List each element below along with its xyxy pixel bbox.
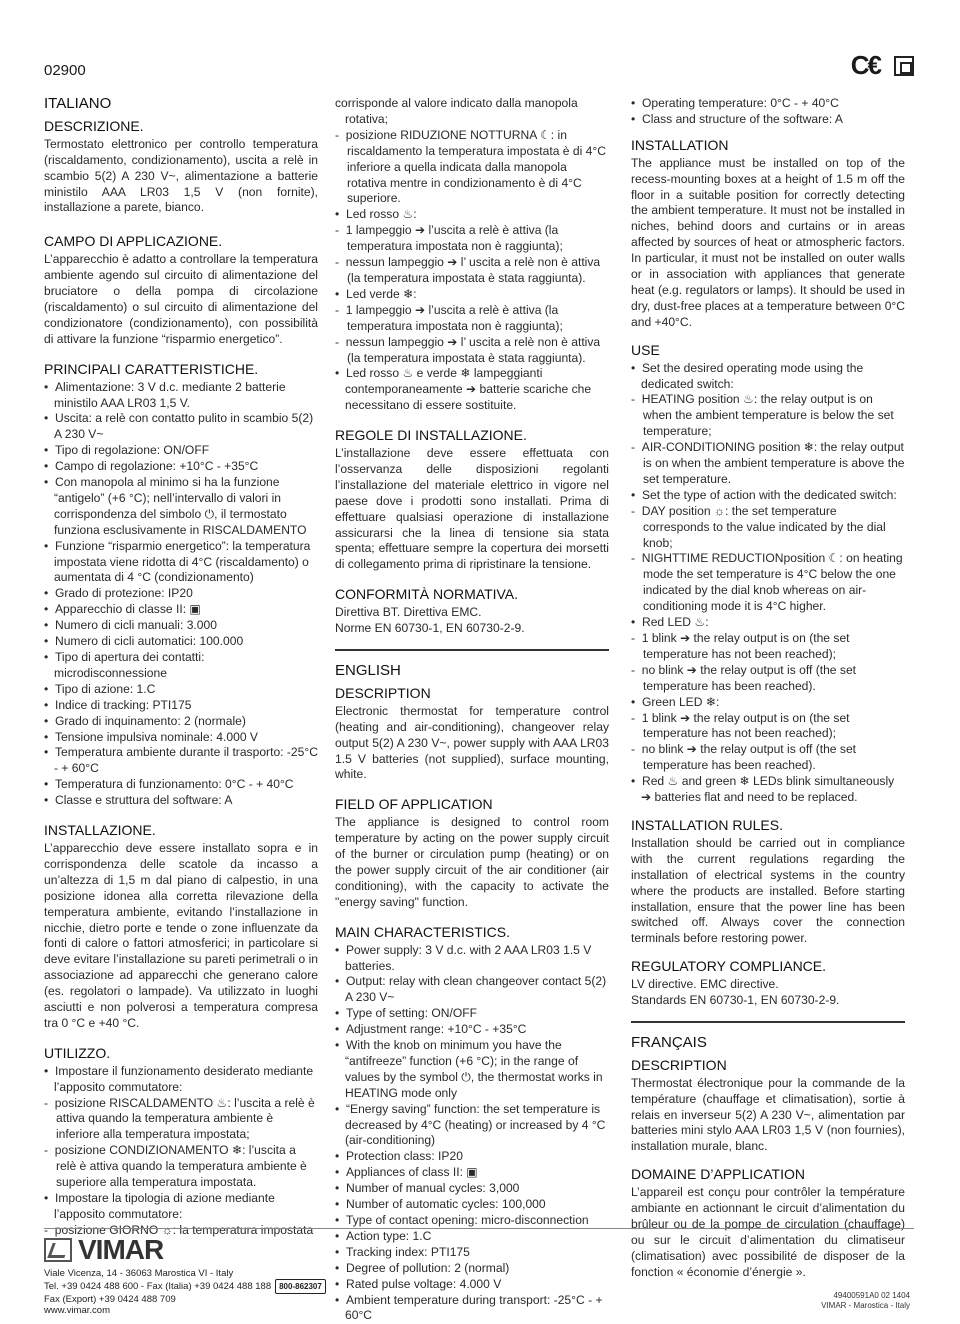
it-use-cont-list bbox=[335, 96, 609, 414]
list-item: • Grado di inquinamento: 2 (normale) bbox=[44, 714, 318, 730]
list-item: • Tipo di azione: 1.C bbox=[44, 682, 318, 698]
list-item: • Number of automatic cycles: 100,000 bbox=[335, 1197, 609, 1213]
list-item: • Con manopola al minimo si ha la funzione “antigelo” (+6 °C); nell’intervallo di valori in corrispondenza del simbolo ⏻, il termostato funziona esclusivamente in RISCALDAMENTO bbox=[44, 475, 318, 539]
doc-place-line: VIMAR - Marostica - Italy bbox=[821, 1301, 910, 1310]
en-desc-text: Electronic thermostat for temperature control (heating and air-conditioning), changeover relay output 5(2) A 230 V~, power supply with AAA LR03 1.5 V batteries (not supplied), surface mounting, white. bbox=[335, 703, 609, 782]
en-char-title: MAIN CHARACTERISTICS. bbox=[335, 923, 511, 940]
list-item: - posizione GIORNO ☼: la temperatura impostata bbox=[44, 1223, 318, 1239]
list-item: - nessun lampeggio ➔ l’ uscita a relè non è attiva (la temperatura impostata è stata raggiunta). bbox=[335, 255, 609, 287]
it-desc-text: Termostato elettronico per controllo temperatura (riscaldamento, condizionamento), uscita a relè in scambio 5(2) A 230 V~, alimentazione a batterie ministilo AAA LR03 1,5 V (non fornite), installazione a parete, bianco. bbox=[44, 136, 318, 215]
list-item: - 1 blink ➔ the relay output is on (the set temperature has not been reached); bbox=[631, 631, 905, 663]
footer-divider bbox=[44, 1228, 914, 1229]
tel-line bbox=[44, 1279, 326, 1294]
list-item: • Set the type of action with the dedicated switch: bbox=[631, 488, 905, 504]
it-conf-line-2: Norme EN 60730-1, EN 60730-2-9. bbox=[335, 621, 525, 636]
it-inst-title: INSTALLAZIONE. bbox=[44, 822, 156, 839]
list-item: • Power supply: 3 V d.c. with 2 AAA LR03 1.5 V batteries. bbox=[335, 943, 609, 975]
list-item: - 1 lampeggio ➔ l’uscita a relè è attiva (la temperatura impostata non è raggiunta); bbox=[335, 223, 609, 255]
it-field-title: CAMPO DI APPLICAZIONE. bbox=[44, 233, 223, 250]
lang-heading-it: ITALIANO bbox=[44, 95, 112, 112]
website-link[interactable]: www.vimar.com bbox=[44, 1305, 110, 1316]
list-item: • Grado di protezione: IP20 bbox=[44, 586, 318, 602]
list-item: - NIGHTTIME REDUCTIONposition ☾: on heating mode the set temperature is 4°C below the one indicated by the dial knob whereas on air-conditioning mode it is 4°C higher. bbox=[631, 551, 905, 615]
en-conf-line-1: LV directive. EMC directive. bbox=[631, 977, 779, 992]
en-inst-title: INSTALLATION bbox=[631, 136, 729, 153]
it-use-title: UTILIZZO. bbox=[44, 1044, 111, 1061]
it-char-list bbox=[44, 380, 318, 809]
document-code: 02900 bbox=[44, 62, 86, 79]
list-item: • Set the desired operating mode using the dedicated switch: bbox=[631, 361, 905, 393]
fr-desc-title: DESCRIPTION bbox=[631, 1056, 727, 1073]
list-item: - posizione CONDIZIONAMENTO ❄: l’uscita a relè è attiva quando la temperatura ambiente è superiore alla temperatura impostata. bbox=[44, 1143, 318, 1191]
list-item: • Temperatura di funzionamento: 0°C - + 40°C bbox=[44, 777, 318, 793]
en-conf-line-2: Standards EN 60730-1, EN 60730-2-9. bbox=[631, 993, 840, 1008]
toll-free-badge: 800-862307 bbox=[275, 1279, 326, 1294]
en-conf-title: REGULATORY COMPLIANCE. bbox=[631, 958, 827, 975]
list-item: - posizione RIDUZIONE NOTTURNA ☾: in riscaldamento la temperatura impostata è di 4°C inferiore a quella indicata dalla manopola rotativa mentre in condizionamento è di 4°C superiore. bbox=[335, 128, 609, 208]
en-rules-title: INSTALLATION RULES. bbox=[631, 816, 783, 833]
list-item: • Type of contact opening: micro-disconnection bbox=[335, 1213, 609, 1229]
lang-heading-fr: FRANÇAIS bbox=[631, 1033, 707, 1051]
list-item: • Uscita: a relè con contatto pulito in scambio 5(2) A 230 V~ bbox=[44, 411, 318, 443]
list-item: • Type of setting: ON/OFF bbox=[335, 1006, 609, 1022]
it-rules-text: L’installazione deve essere effettuata con l’osservanza delle disposizioni regolanti l’installazione del materiale elettrico in vigore nel paese dove i prodotti sono installati. Prima di effettuare qualsiasi operazione di installazione assicurarsi che la linea di tensione sia stata spenta; effettuare sempre la copertura dei morsetti di collegamento prima di ripristinare la tensione. bbox=[335, 446, 609, 572]
en-use-title: USE bbox=[631, 341, 660, 358]
it-field-text: L’apparecchio è adatto a controllare la temperatura ambiente agendo sul circuito di alimentazione del bruciatore o della pompa di circolazione (riscaldamento) o sul circuito di alimentazione del condizionatore (condizionamento), con possibilità di attivare la funzione “risparmio energetico”. bbox=[44, 252, 318, 346]
en-inst-text: The appliance must be installed on top of the recess-mounting boxes at a height of 1.5 m off the floor in a suitable position for correctly detecting the ambient temperature. It must not be installed in niches, behind doors and curtains or in areas affected by sources of heat or atmospheric factors. In particular, it must not be installed on outer walls or in association with appliances that generate heat (e.g. regulators or lamps). It should be used in dry, dust-free places at a temperature between 0°C and +40°C. bbox=[631, 155, 905, 329]
en-rules-text: Installation should be carried out in compliance with the current regulations regarding the installation of electrical systems in the country where the products are installed. Before starting installation, ensure that the power line has been switched off. Always cover the connection terminals before restoring power. bbox=[631, 835, 905, 946]
fr-desc-text: Thermostat électronique pour la commande de la température (chauffage et climatisation), sortie à relais en inverseur 5(2) A 230 V~, alimentation par batteries mini stylo AAA LR03 1,5 V (non fournies), installation murale, blanc. bbox=[631, 1075, 905, 1154]
list-item: • With the knob on minimum you have the “antifreeze” function (+6 °C); in the range of values by the symbol ⏻, the thermostat works in HEATING mode only bbox=[335, 1038, 609, 1102]
list-item: • Degree of pollution: 2 (normal) bbox=[335, 1261, 609, 1277]
company-address bbox=[44, 1268, 326, 1316]
list-item: • Impostare la tipologia di azione mediante l’apposito commutatore: bbox=[44, 1191, 318, 1223]
class-ii-icon bbox=[894, 56, 914, 76]
list-item: corrisponde al valore indicato dalla manopola rotativa; bbox=[335, 96, 578, 126]
it-inst-text: L’apparecchio deve essere installato sopra e in corrispondenza delle scatole da incasso a un’altezza di 1,5 m dal piano di calpestio, in una posizione idonea alla corretta rilevazione della temperatura ambiente, evitando l’installazione in nicchie, dietro porte e tende o zone influenzate da fonti di calore o fattori atmosferici; in particolare si deve evitare l’installazione su pareti perimetrali o in associazione ad apparecchi che generano calore (es. regolatori o lampade). Va utilizzato in luoghi asciutti e non polverosi a temperatura compresa tra 0 °C e +40 °C. bbox=[44, 840, 318, 1030]
list-item: • Campo di regolazione: +10°C - +35°C bbox=[44, 459, 318, 475]
list-item: • Alimentazione: 3 V d.c. mediante 2 batterie ministilo AAA LR03 1,5 V. bbox=[44, 380, 318, 412]
fr-field-text: L’appareil est conçu pour contrôler la température ambiante en actionnant le circuit d’alimentation du brûleur ou de la pompe de circulation (chauffage) ou sur le circuit d’alimentation du climatiseur (climatisation) avec possibilité de disposer de la fonction « économie d’énergie ». bbox=[631, 1185, 905, 1279]
divider bbox=[631, 1021, 905, 1023]
it-rules-title: REGOLE DI INSTALLAZIONE. bbox=[335, 427, 527, 444]
list-item: • Action type: 1.C bbox=[335, 1229, 609, 1245]
en-field-text: The appliance is designed to control room temperature by acting on the power supply circuit of the burner or circulation pump (heating) or on the power supply circuit of the air conditioner (air conditioning), with the capacity to activate the "energy saving" function. bbox=[335, 815, 609, 909]
list-item: • Numero di cicli manuali: 3.000 bbox=[44, 618, 318, 634]
list-item: • Temperatura ambiente durante il trasporto: -25°C - + 60°C bbox=[44, 745, 318, 777]
column-middle bbox=[335, 96, 609, 1324]
brand-name: VIMAR bbox=[78, 1234, 164, 1265]
list-item: • Adjustment range: +10°C - +35°C bbox=[335, 1022, 609, 1038]
fax-export-line: Fax (Export) +39 0424 488 709 bbox=[44, 1294, 176, 1305]
list-item: • Numero di cicli automatici: 100.000 bbox=[44, 634, 318, 650]
doc-code-line: 49400591A0 02 1404 bbox=[833, 1291, 910, 1300]
en-field-title: FIELD OF APPLICATION bbox=[335, 796, 493, 813]
list-item: • Appliances of class II: ▣ bbox=[335, 1165, 609, 1181]
list-item: • Operating temperature: 0°C - + 40°C bbox=[631, 96, 905, 112]
it-conf-line-1: Direttiva BT. Direttiva EMC. bbox=[335, 605, 482, 620]
list-item: • Number of manual cycles: 3,000 bbox=[335, 1181, 609, 1197]
list-item: • Tipo di regolazione: ON/OFF bbox=[44, 443, 318, 459]
it-use-list bbox=[44, 1064, 318, 1239]
list-item: • Led rosso ♨: bbox=[335, 207, 609, 223]
divider bbox=[335, 649, 609, 651]
list-item: • Led rosso ♨ e verde ❄ lampeggianti contemporaneamente ➔ batterie scariche che necessitano di essere sostituite. bbox=[335, 366, 609, 414]
list-item: - posizione RISCALDAMENTO ♨: l’uscita a relè è attiva quando la temperatura ambiente è inferiore alla temperatura impostata; bbox=[44, 1096, 318, 1144]
list-item: • Led verde ❄: bbox=[335, 287, 609, 303]
document-reference bbox=[821, 1291, 910, 1311]
it-conf-title: CONFORMITÀ NORMATIVA. bbox=[335, 586, 519, 603]
list-item: • Funzione “risparmio energetico”: la temperatura impostata viene ridotta di 4°C (riscaldamento) o aumentata di 4 °C (condizionamento) bbox=[44, 539, 318, 587]
list-item: • Indice di tracking: PTI175 bbox=[44, 698, 318, 714]
it-char-title: PRINCIPALI CARATTERISTICHE. bbox=[44, 360, 259, 377]
ce-mark-icon: C€ bbox=[850, 50, 880, 80]
lang-heading-en: ENGLISH bbox=[335, 662, 401, 679]
list-item: • Ambient temperature during transport: -25°C - + 60°C bbox=[335, 1293, 609, 1324]
list-item: • Rated pulse voltage: 4.000 V bbox=[335, 1277, 609, 1293]
list-item: • Apparecchio di classe II: ▣ bbox=[44, 602, 318, 618]
list-item: • Protection class: IP20 bbox=[335, 1149, 609, 1165]
list-item: - no blink ➔ the relay output is off (the set temperature has been reached). bbox=[631, 742, 905, 774]
en-desc-title: DESCRIPTION bbox=[335, 684, 431, 701]
certification-marks bbox=[851, 50, 914, 81]
list-item: • Red ♨ and green ❄ LEDs blink simultaneously ➔ batteries flat and need to be replaced. bbox=[631, 774, 905, 806]
list-item: • Green LED ❄: bbox=[631, 695, 905, 711]
list-item: • Output: relay with clean changeover contact 5(2) A 230 V~ bbox=[335, 974, 609, 1006]
list-item: - 1 lampeggio ➔ l’uscita a relè è attiva (la temperatura impostata non è raggiunta); bbox=[335, 303, 609, 335]
it-desc-title: DESCRIZIONE. bbox=[44, 117, 144, 134]
list-item: • Red LED ♨: bbox=[631, 615, 905, 631]
list-item: • Tensione impulsiva nominale: 4.000 V bbox=[44, 730, 318, 746]
list-item: - DAY position ☼: the set temperature corresponds to the value indicated by the dial knob; bbox=[631, 504, 905, 552]
address-line: Viale Vicenza, 14 - 36063 Marostica VI - Italy bbox=[44, 1268, 234, 1279]
list-item: - nessun lampeggio ➔ l’ uscita a relè non è attiva (la temperatura impostata è stata raggiunta). bbox=[335, 335, 609, 367]
list-item: • Impostare il funzionamento desiderato mediante l’apposito commutatore: bbox=[44, 1064, 318, 1096]
list-item: • Classe e struttura del software: A bbox=[44, 793, 318, 809]
list-item: • Tracking index: PTI175 bbox=[335, 1245, 609, 1261]
list-item: - no blink ➔ the relay output is off (the set temperature has been reached). bbox=[631, 663, 905, 695]
vimar-logo-icon bbox=[44, 1238, 72, 1262]
tel-text: Tel. +39 0424 488 600 - Fax (Italia) +39 0424 488 188 bbox=[44, 1281, 272, 1292]
list-item: • Class and structure of the software: A bbox=[631, 112, 905, 128]
en-use-list bbox=[631, 361, 905, 806]
fr-field-title: DOMAINE D’APPLICATION bbox=[631, 1166, 805, 1183]
en-char-cont-list bbox=[631, 96, 905, 128]
column-right bbox=[631, 96, 905, 1281]
vimar-logo bbox=[44, 1234, 163, 1266]
list-item: - 1 blink ➔ the relay output is on (the set temperature has not been reached); bbox=[631, 711, 905, 743]
en-char-list bbox=[335, 943, 609, 1324]
column-italian bbox=[44, 96, 318, 1239]
list-item: - AIR-CONDITIONING position ❄: the relay output is on when the ambient temperature is above the set temperature. bbox=[631, 440, 905, 488]
list-item: • “Energy saving” function: the set temperature is decreased by 4°C (heating) or increased by 4 °C (air-conditioning) bbox=[335, 1102, 609, 1150]
list-item: • Tipo di apertura dei contatti: microdisconnessione bbox=[44, 650, 318, 682]
list-item: - HEATING position ♨: the relay output is on when the ambient temperature is below the set temperature; bbox=[631, 392, 905, 440]
